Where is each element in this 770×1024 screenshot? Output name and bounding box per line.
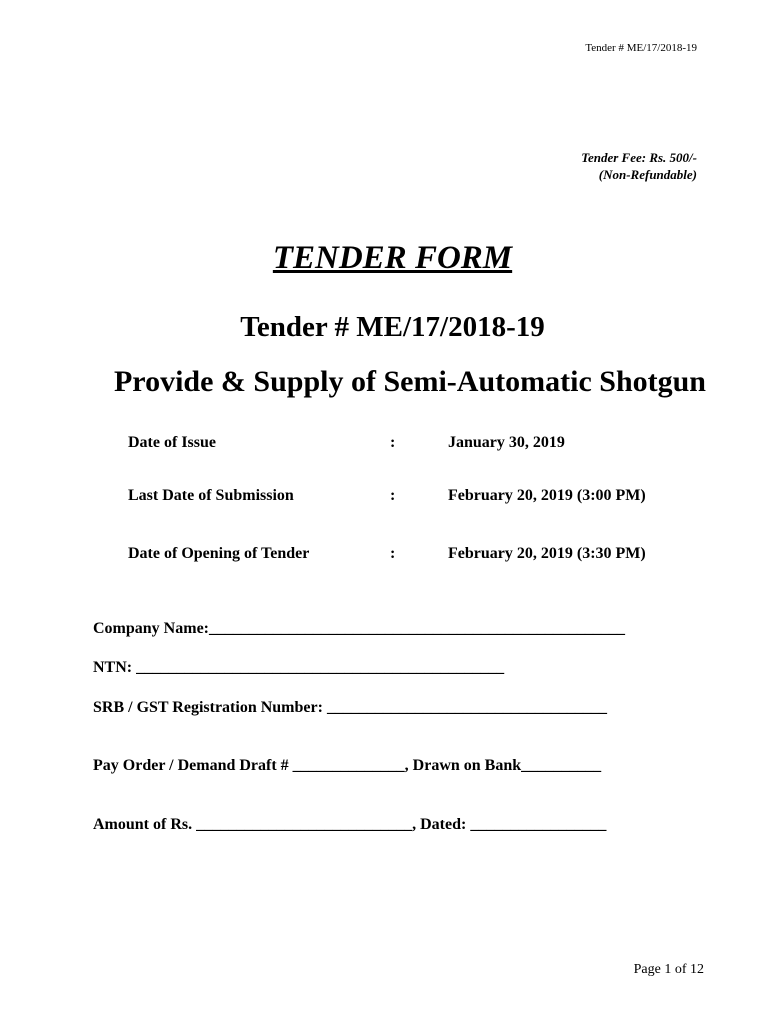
company-name-field: Company Name:____________________________________________________ [93,620,625,637]
tender-subject: Provide & Supply of Semi-Automatic Shotgun [113,365,706,398]
tender-fee: Tender Fee: Rs. 500/- [581,150,697,165]
page-title: TENDER FORM [272,240,513,276]
date-separator: : [390,487,396,504]
date-separator: : [390,545,396,562]
amount-field: Amount of Rs. ___________________________, Dated: _________________ [93,816,607,833]
date-separator: : [390,434,396,451]
ntn-field: NTN: ______________________________________________ [93,659,505,676]
submission-date-label: Last Date of Submission [128,487,294,504]
opening-date-value: February 20, 2019 (3:30 PM) [448,545,646,562]
date-of-issue-label: Date of Issue [128,434,216,451]
tender-fee-note: (Non-Refundable) [598,167,697,182]
page-number: Page 1 of 12 [633,962,704,977]
header-tender-reference: Tender # ME/17/2018-19 [585,42,697,54]
opening-date-label: Date of Opening of Tender [128,545,310,562]
date-of-issue-value: January 30, 2019 [448,434,565,451]
pay-order-field: Pay Order / Demand Draft # ______________, Drawn on Bank__________ [93,757,602,774]
submission-date-value: February 20, 2019 (3:00 PM) [448,487,646,504]
tender-number: Tender # ME/17/2018-19 [240,311,545,343]
srb-gst-field: SRB / GST Registration Number: ___________________________________ [93,699,607,716]
